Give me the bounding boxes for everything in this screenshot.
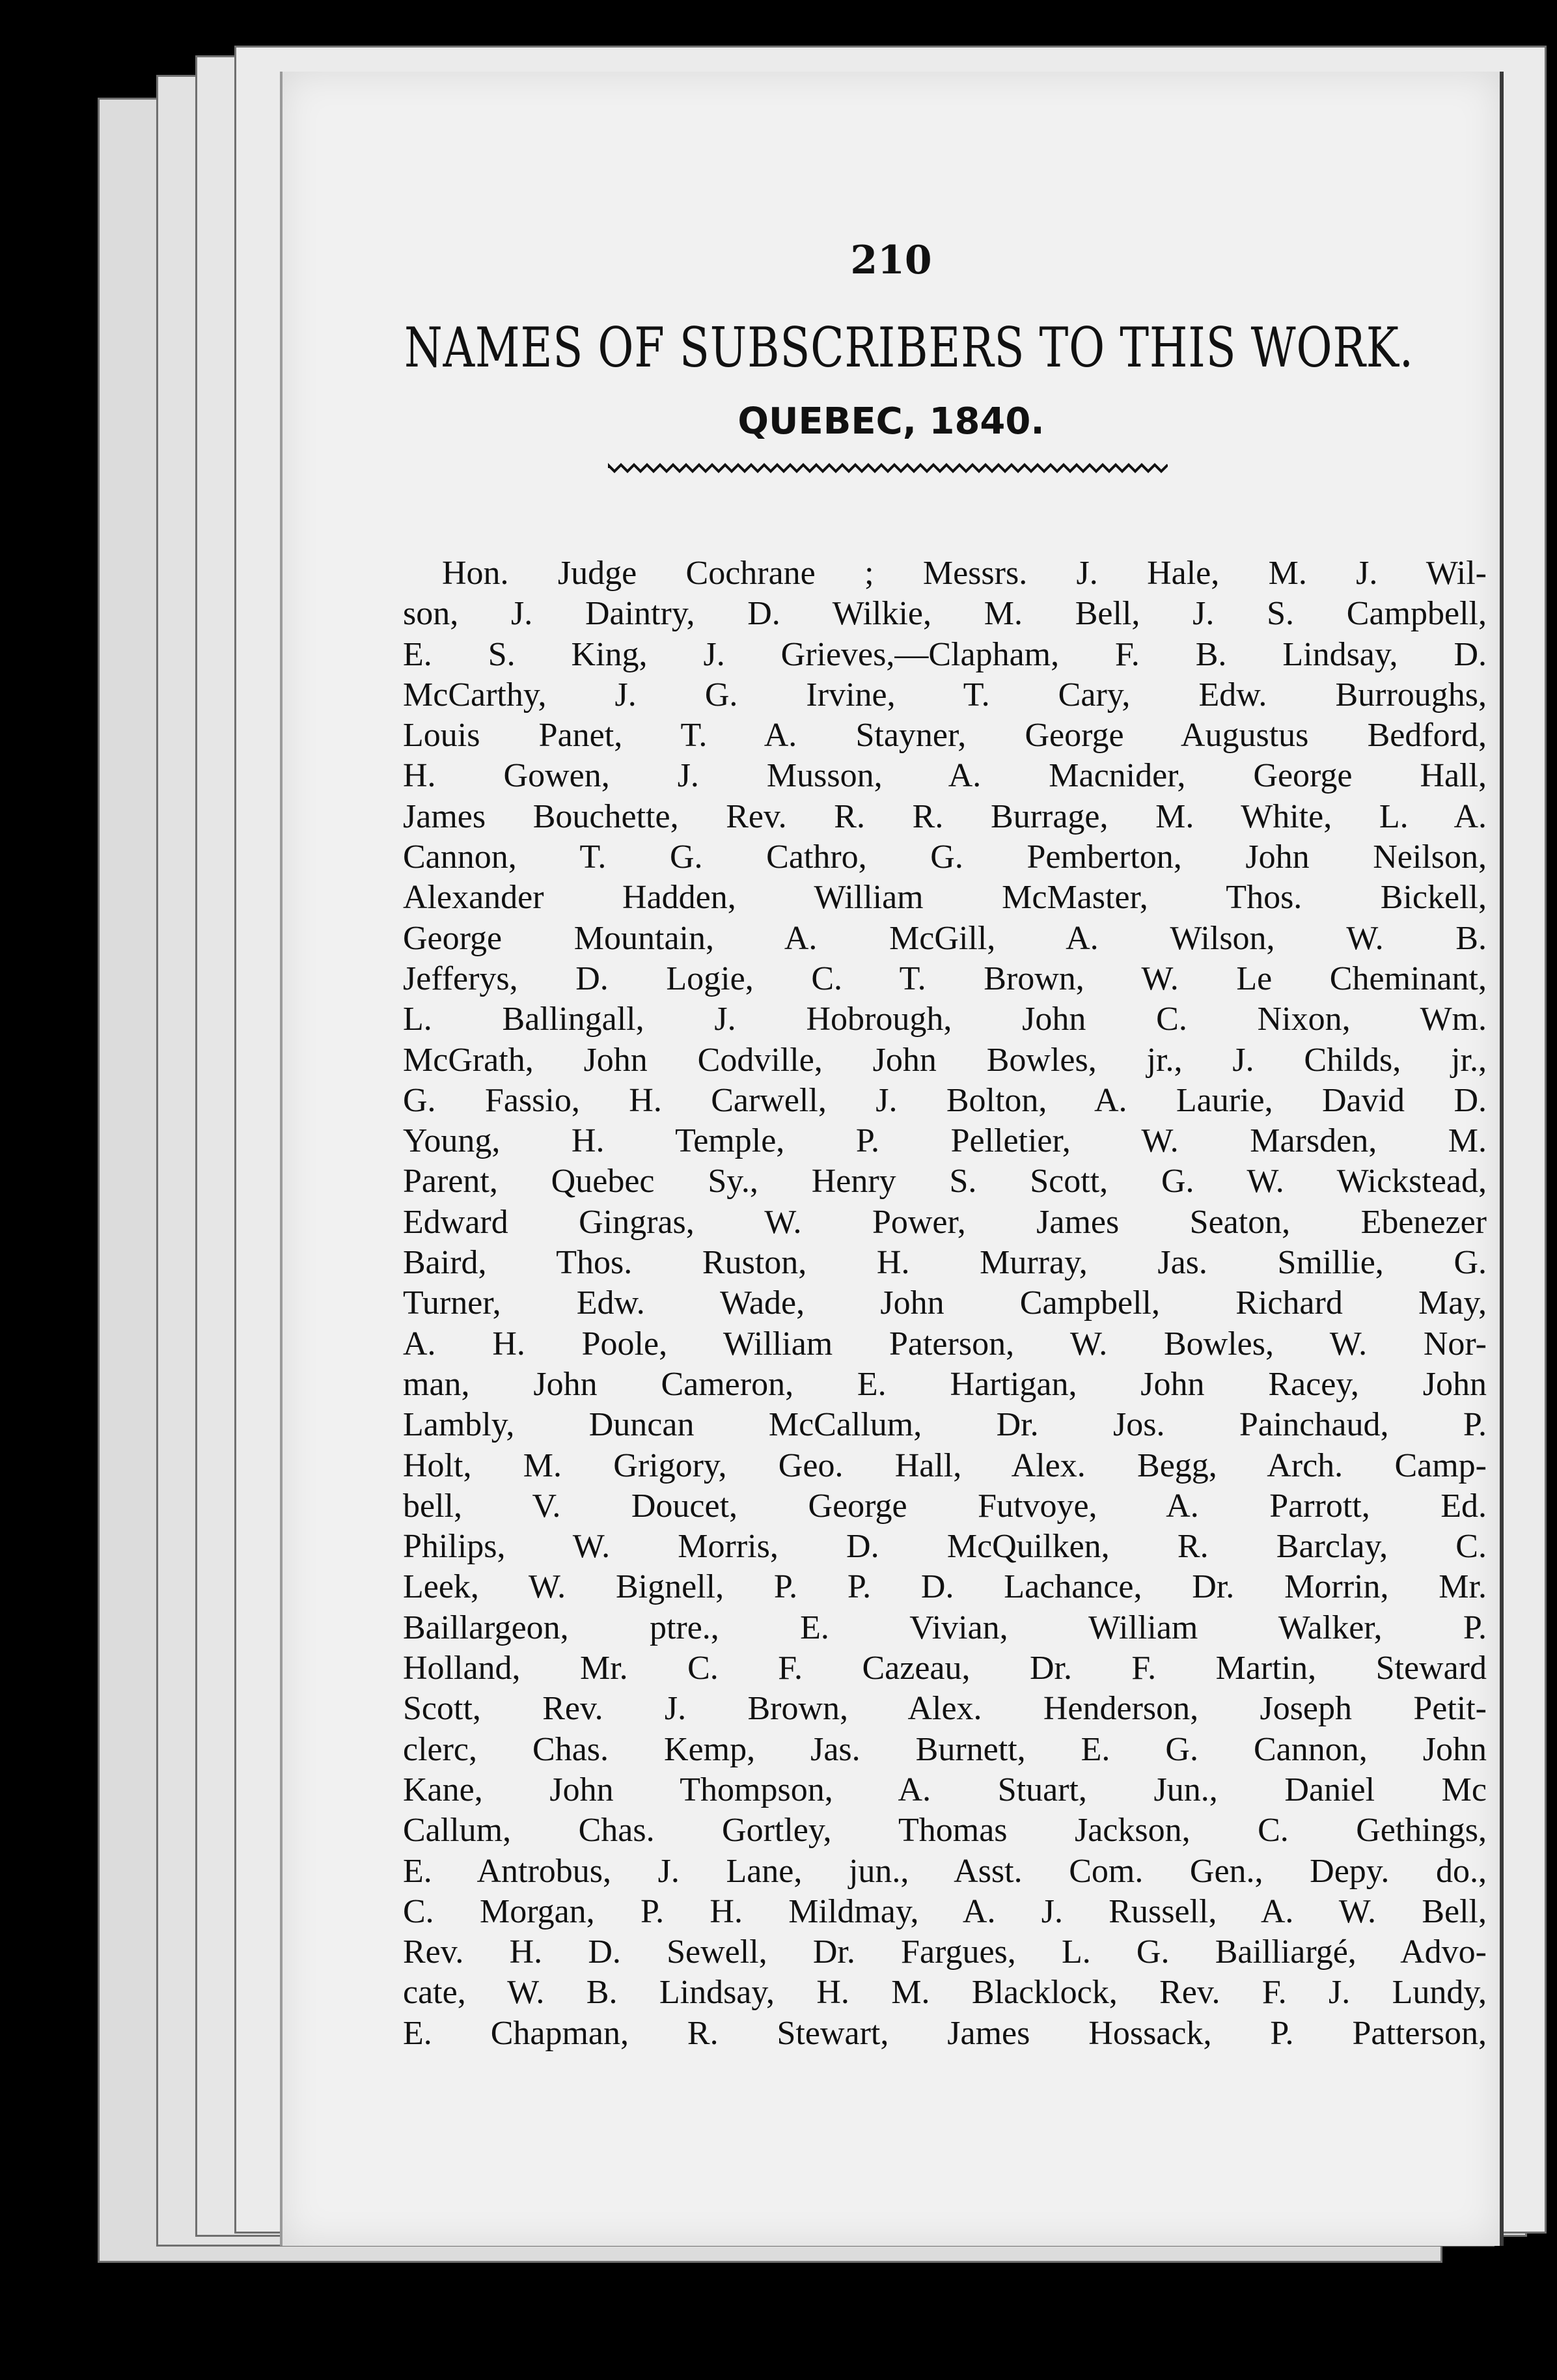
subscriber-line: Callum, Chas. Gortley, Thomas Jackson, C. Gethings,: [403, 1812, 1487, 1849]
subscriber-line: clerc, Chas. Kemp, Jas. Burnett, E. G. Cannon, John: [403, 1730, 1487, 1768]
subscriber-line: Edward Gingras, W. Power, James Seaton, Ebenezer: [403, 1203, 1487, 1241]
page-title: NAMES OF SUBSCRIBERS TO THIS WORK.: [404, 316, 1414, 380]
page-subtitle: QUEBEC, 1840.: [737, 400, 1045, 443]
subscriber-line: Parent, Quebec Sy., Henry S. Scott, G. W. Wickstead,: [403, 1163, 1487, 1200]
subscriber-line: Turner, Edw. Wade, John Campbell, Richard May,: [403, 1284, 1487, 1322]
subscriber-line: son, J. Daintry, D. Wilkie, M. Bell, J. S. Campbell,: [403, 595, 1487, 633]
subscriber-line: Alexander Hadden, William McMaster, Thos. Bickell,: [403, 879, 1487, 917]
subscriber-list: [403, 553, 1487, 2054]
subscriber-line: E. S. King, J. Grieves,—Clapham, F. B. Lindsay, D.: [403, 635, 1487, 673]
subscriber-line: Young, H. Temple, P. Pelletier, W. Marsden, M.: [403, 1122, 1487, 1160]
subscriber-line: cate, W. B. Lindsay, H. M. Blacklock, Rev. F. J. Lundy,: [403, 1974, 1487, 2012]
subscriber-line: Leek, W. Bignell, P. P. D. Lachance, Dr. Morrin, Mr.: [403, 1568, 1487, 1606]
subscriber-line: Scott, Rev. J. Brown, Alex. Henderson, Joseph Petit-: [403, 1690, 1487, 1728]
subscriber-line: Kane, John Thompson, A. Stuart, Jun., Daniel Mc: [403, 1771, 1487, 1808]
subscriber-line: man, John Cameron, E. Hartigan, John Racey, John: [403, 1365, 1487, 1403]
subscriber-line: James Bouchette, Rev. R. R. Burrage, M. White, L. A.: [403, 797, 1487, 835]
subscriber-line: Cannon, T. G. Cathro, G. Pemberton, John Neilson,: [403, 838, 1487, 876]
subscriber-line: Philips, W. Morris, D. McQuilken, R. Barclay, C.: [403, 1528, 1487, 1566]
subscriber-line: Hon. Judge Cochrane ; Messrs. J. Hale, M. J. Wil-: [442, 555, 1487, 592]
subscriber-line: Baird, Thos. Ruston, H. Murray, Jas. Smillie, G.: [403, 1244, 1487, 1282]
subscriber-line: G. Fassio, H. Carwell, J. Bolton, A. Laurie, David D.: [403, 1081, 1487, 1119]
subscriber-line: McCarthy, J. G. Irvine, T. Cary, Edw. Burroughs,: [403, 676, 1487, 713]
subscriber-line: George Mountain, A. McGill, A. Wilson, W. B.: [403, 919, 1487, 957]
subscriber-line: Jefferys, D. Logie, C. T. Brown, W. Le Cheminant,: [403, 960, 1487, 997]
subscriber-line: Holt, M. Grigory, Geo. Hall, Alex. Begg, Arch. Camp-: [403, 1446, 1487, 1484]
wavy-divider: [608, 461, 1168, 475]
subscriber-line: Rev. H. D. Sewell, Dr. Fargues, L. G. Bailliargé, Advo-: [403, 1933, 1487, 1971]
subscriber-line: Baillargeon, ptre., E. Vivian, William Walker, P.: [403, 1609, 1487, 1646]
subscriber-line: Louis Panet, T. A. Stayner, George Augustus Bedford,: [403, 717, 1487, 754]
book-page: [280, 72, 1504, 2246]
subscriber-line: Lambly, Duncan McCallum, Dr. Jos. Painchaud, P.: [403, 1406, 1487, 1444]
subscriber-line: Holland, Mr. C. F. Cazeau, Dr. F. Martin, Steward: [403, 1650, 1487, 1687]
page-number: 210: [850, 238, 932, 283]
subscriber-line: E. Antrobus, J. Lane, jun., Asst. Com. Gen., Depy. do.,: [403, 1852, 1487, 1890]
subscriber-line: L. Ballingall, J. Hobrough, John C. Nixon, Wm.: [403, 1001, 1487, 1038]
subscriber-line: McGrath, John Codville, John Bowles, jr., J. Childs, jr.,: [403, 1041, 1487, 1079]
subscriber-line: E. Chapman, R. Stewart, James Hossack, P. Patterson,: [403, 2014, 1487, 2052]
subscriber-line: H. Gowen, J. Musson, A. Macnider, George Hall,: [403, 757, 1487, 795]
subscriber-line: C. Morgan, P. H. Mildmay, A. J. Russell, A. W. Bell,: [403, 1892, 1487, 1930]
subscriber-line: bell, V. Doucet, George Futvoye, A. Parrott, Ed.: [403, 1487, 1487, 1525]
subscriber-line: A. H. Poole, William Paterson, W. Bowles, W. Nor-: [403, 1325, 1487, 1363]
